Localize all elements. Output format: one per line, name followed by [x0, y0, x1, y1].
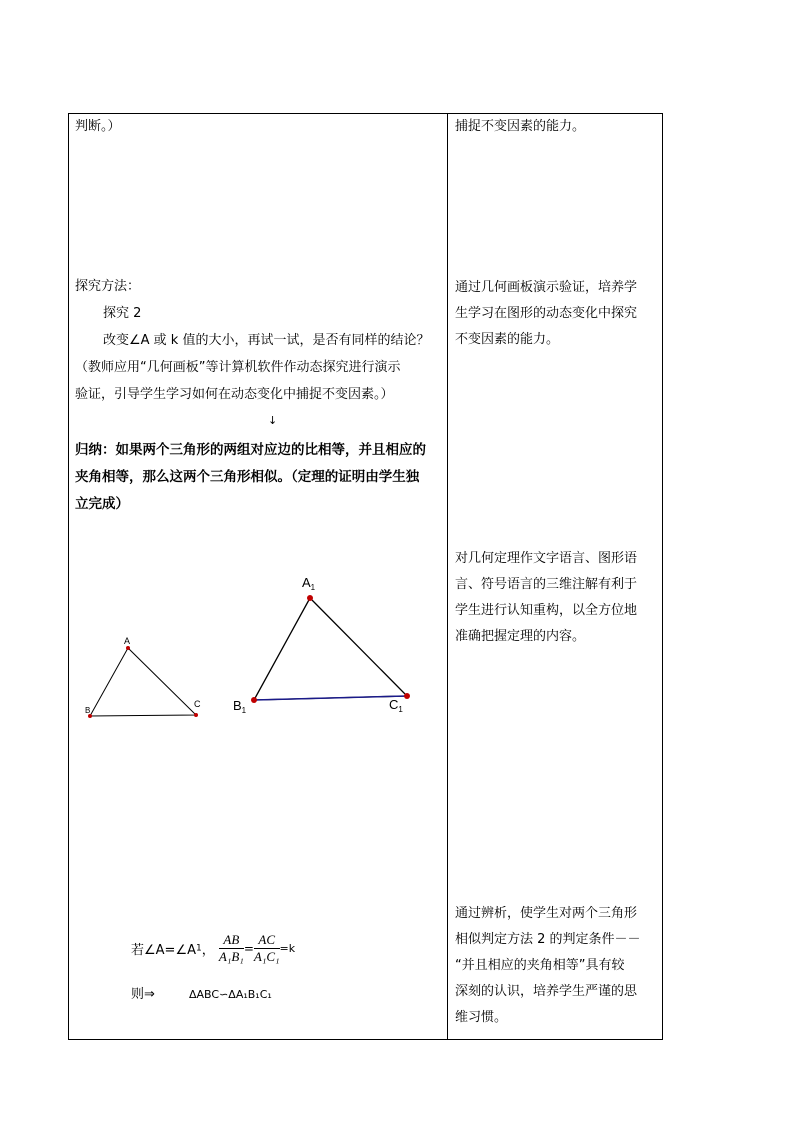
right-note-1: 捕捉不变因素的能力。: [455, 119, 586, 134]
triangle-a1b1c1: [233, 575, 410, 715]
right-note-4-line: 深刻的认识，培养学生严谨的思: [455, 984, 638, 999]
column-divider: [447, 114, 448, 1039]
formula-condition: [131, 932, 295, 965]
fraction-ab-num: AB: [219, 932, 244, 949]
conclusion-line2: 夹角相等，那么这两个三角形相似。（定理的证明由学生独: [75, 469, 420, 485]
right-note-4: [455, 901, 641, 1031]
right-note-2: [455, 275, 637, 353]
right-note-4-line: “并且相应的夹角相等”具有较: [455, 958, 625, 973]
conclusion-line1: 归纳：如果两个三角形的两组对应边的比相等，并且相应的: [75, 442, 426, 458]
right-note-3-line: 学生进行认知重构，以全方位地: [455, 603, 638, 618]
triangles-figure: [69, 564, 447, 734]
right-note-3-line: 准确把握定理的内容。: [455, 629, 586, 644]
method-title: 探究方法：: [75, 279, 141, 294]
label-c1: $C_1$: [389, 697, 403, 714]
right-note-3-line: 对几何定理作文字语言、图形语: [455, 551, 638, 566]
fraction-ab: [219, 932, 244, 965]
fraction-ac-num: AC: [254, 932, 280, 949]
formula-eq: =: [243, 941, 254, 956]
formula-sub: 1: [196, 943, 202, 954]
explore-label: 探究 2: [103, 306, 142, 321]
triangle-abc: [85, 636, 201, 718]
content-table: [68, 113, 663, 1040]
right-note-4-line: 相似判定方法 2 的判定条件－－: [455, 932, 641, 947]
formula-tail: =k: [279, 942, 296, 955]
right-note-2-line: 通过几何画板演示验证，培养学: [455, 280, 638, 295]
conclusion-line3: 立完成）: [75, 496, 129, 512]
right-note-3: [455, 546, 637, 650]
teacher-note-line2: 验证，引导学生学习如何在动态变化中捕捉不变因素。）: [75, 387, 394, 402]
right-note-3-line: 言、符号语言的三维注解有利于: [455, 577, 638, 592]
label-c: C: [194, 699, 201, 709]
formula-if: 若∠A=∠A: [131, 943, 196, 958]
right-note-4-line: 维习惯。: [455, 1010, 508, 1025]
fraction-ac: [254, 932, 280, 965]
formula-comma: ，: [201, 943, 215, 958]
right-note-2-line: 不变因素的能力。: [455, 332, 560, 347]
right-note-2-line: 生学习在图形的动态变化中探究: [455, 306, 638, 321]
label-a: A: [124, 636, 131, 646]
formula-result: ΔABC∽ΔA₁B₁C₁: [189, 988, 272, 1001]
label-a1: $A_1$: [302, 575, 316, 592]
right-note-4-line: 通过辨析，使学生对两个三角形: [455, 906, 638, 921]
label-b: B: [85, 706, 91, 715]
explore-question: 改变∠A 或 k 值的大小，再试一试，是否有同样的结论？: [103, 333, 430, 348]
teacher-note-line1: （教师应用“几何画板”等计算机软件作动态探究进行演示: [75, 360, 401, 375]
fraction-ac-den: A₁C₁: [253, 949, 280, 964]
fraction-ab-den: A₁B₁: [218, 949, 244, 964]
down-arrow: ↓: [268, 414, 278, 427]
label-b1: $B_1$: [233, 698, 247, 715]
intro-text: 判断。）: [75, 119, 121, 134]
formula-then: 则⇒: [131, 987, 155, 1002]
